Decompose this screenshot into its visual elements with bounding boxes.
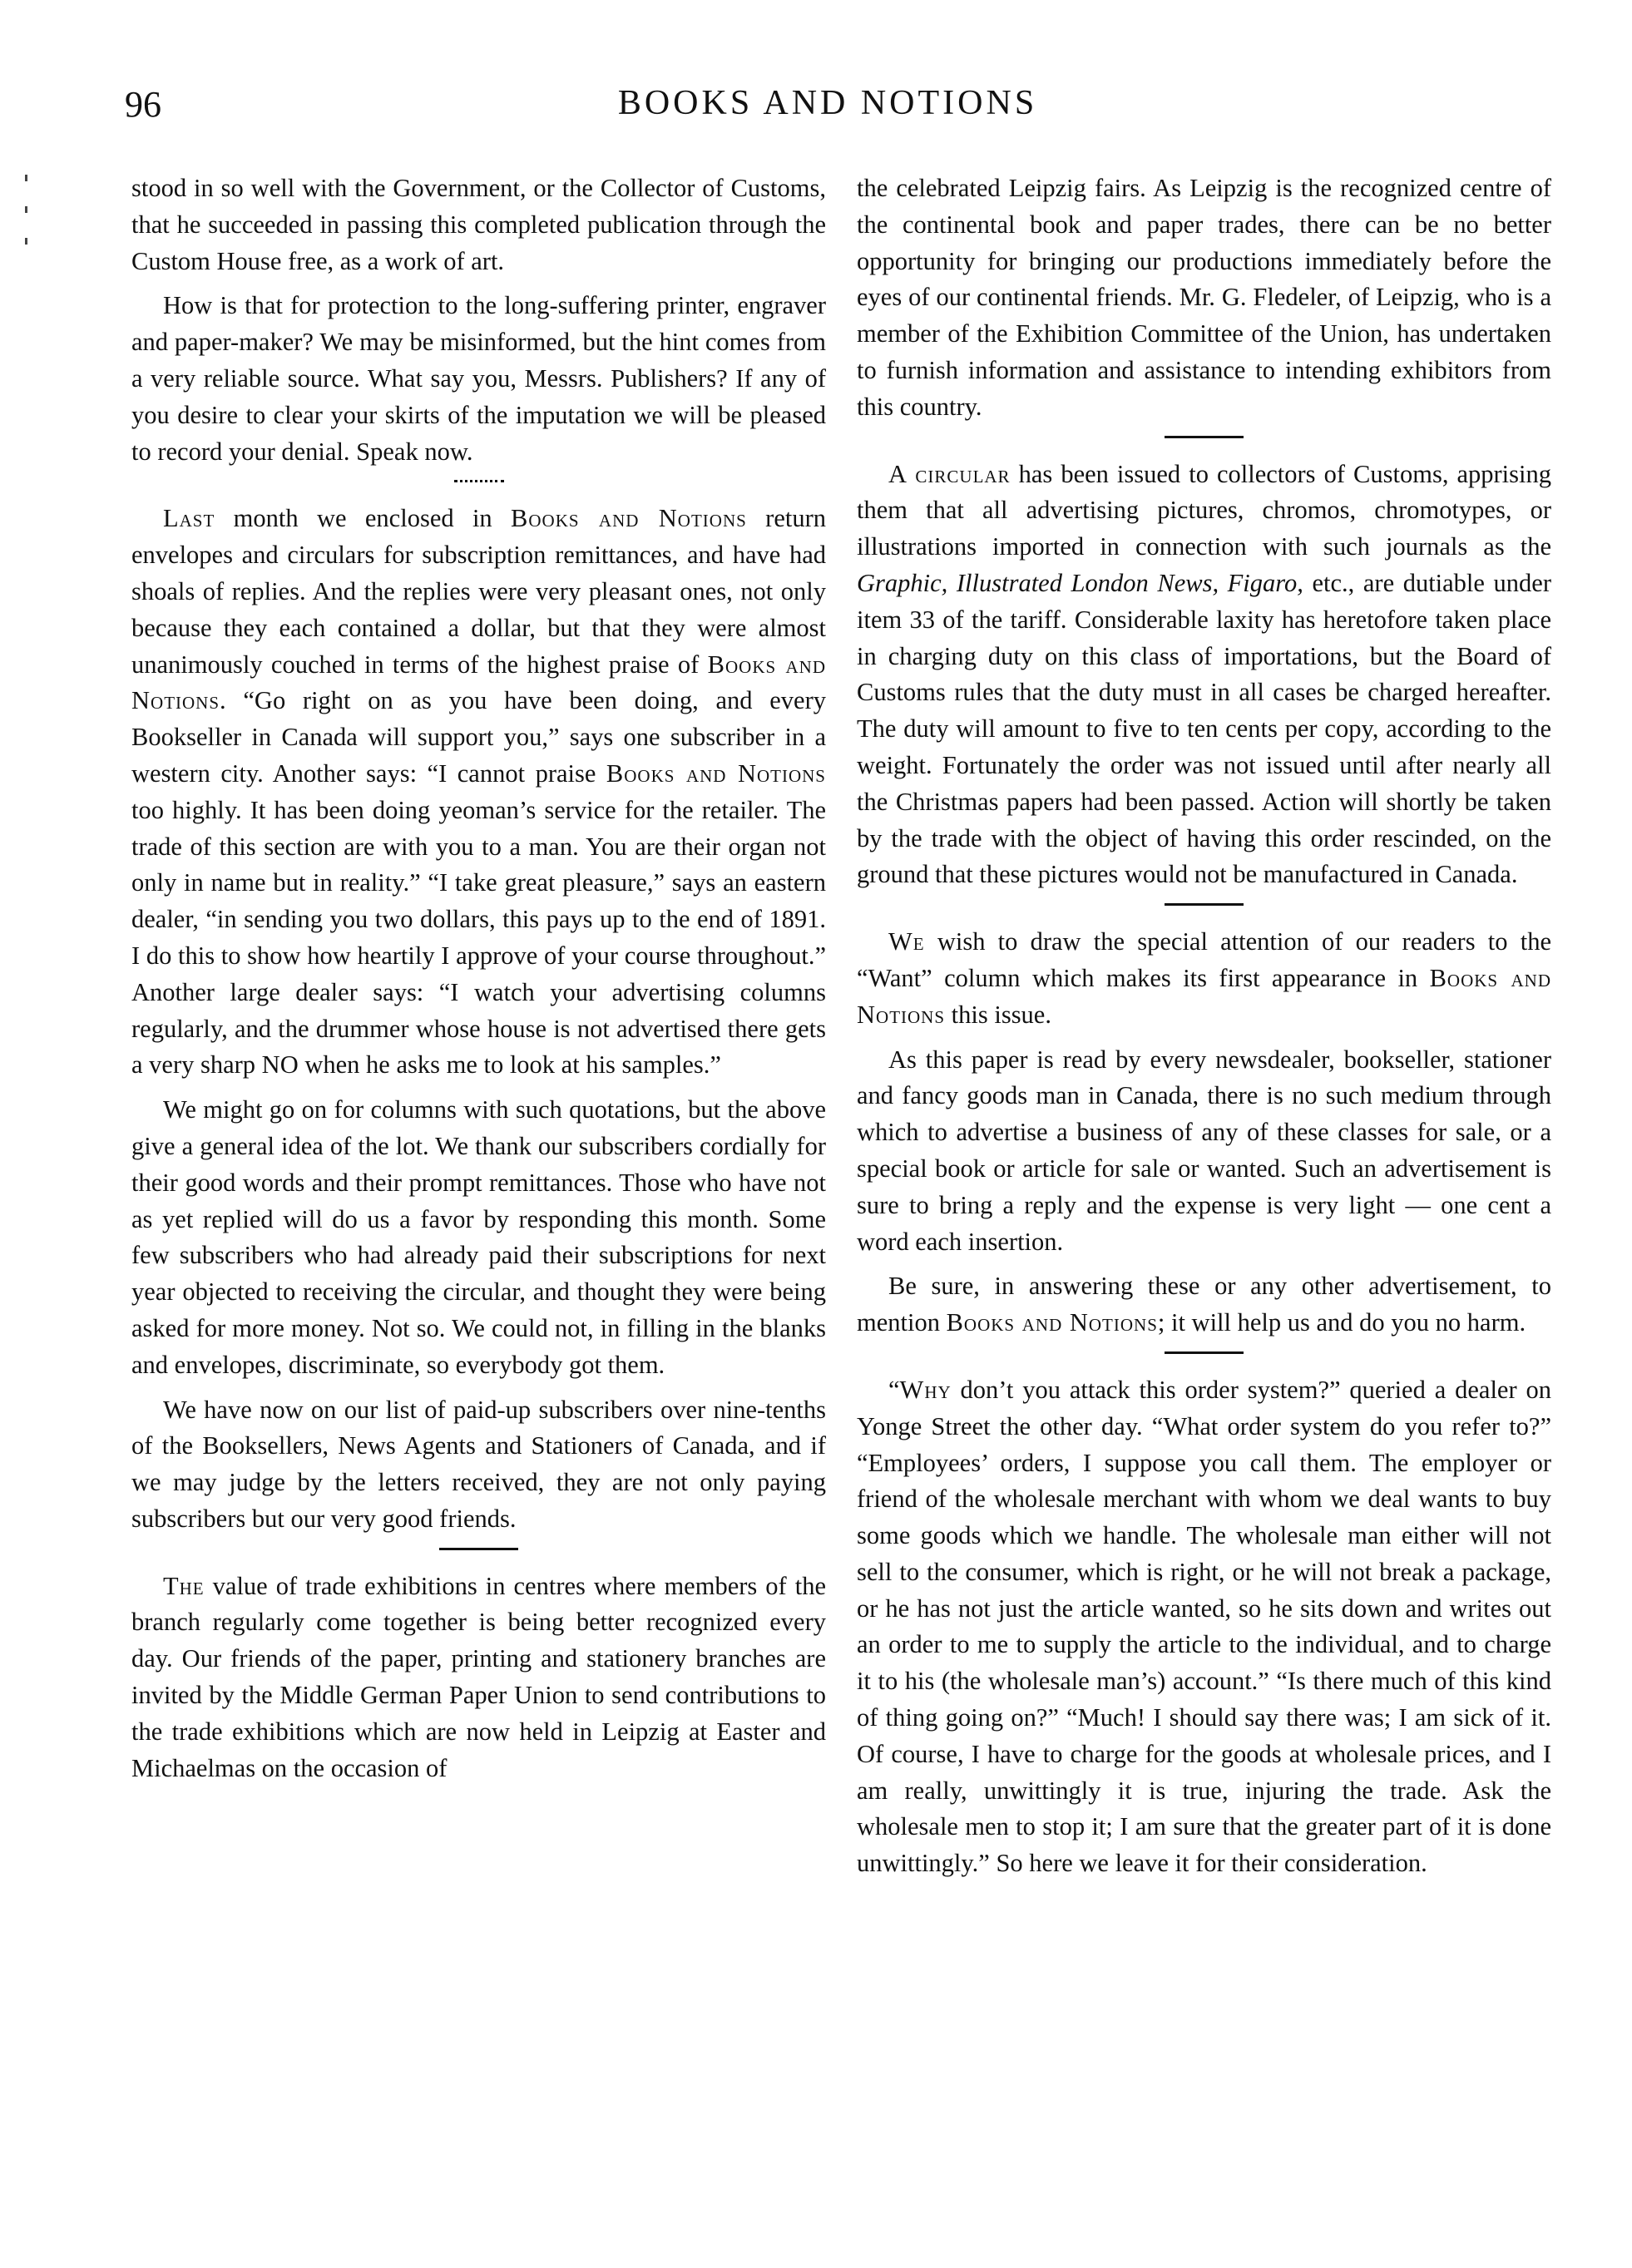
paragraph: A circular has been issued to collectors of Customs, apprising them that all advertising pictures, chromos, chromotypes, or illustrations imported in connection with such journals as the Graphic, Illustrated London News, Figaro, etc., are dutiable under item 33 of the tariff. Considerable laxity has heretofore taken place in charging duty on this class of importations, but the Board of Customs rules that the duty must in all cases be charged hereafter. The duty will amount to five to ten cents per copy, according to the weight. Fortunately the order was not issued until after nearly all the Christmas papers had been passed. Action will shortly be taken by the trade with the object of having this order rescinded, on the ground that these pictures would not be manufactured in Canada. bbox=[857, 459, 1551, 889]
running-title: BOOKS AND NOTIONS bbox=[617, 84, 1038, 122]
section-divider bbox=[439, 1548, 518, 1550]
margin-marks bbox=[25, 175, 33, 269]
margin-tick bbox=[25, 206, 27, 213]
publication-name: Books and Notions bbox=[131, 650, 827, 715]
paragraph: As this paper is read by every newsdealer, bookseller, stationer and fancy goods man in Canada, there is no such medium through which to advertise a business of any of these classes for sale, or a special book or article for sale or wanted. Such an advertisement is sure to bring a reply and the expense is very light — one cent a word each insertion. bbox=[857, 1045, 1551, 1256]
page-header bbox=[125, 83, 1531, 141]
paragraph: We have now on our list of paid-up subscribers over nine-tenths of the Booksellers, News Agents and Stationers of Canada, and if we may judge by the letters received, they are not only paying subscribers but our very good friends. bbox=[131, 1395, 826, 1533]
lead-in-word: The bbox=[163, 1571, 205, 1600]
publication-name: Books and Notions bbox=[511, 504, 747, 533]
paragraph: We wish to draw the special attention of our readers to the “Want” column which makes its first appearance in Books and Notions this issue. bbox=[857, 927, 1551, 1029]
section-divider bbox=[1165, 436, 1244, 438]
left-column bbox=[131, 170, 826, 1795]
paragraph: Last month we enclosed in Books and Notions return envelopes and circulars for subscription remittances, and have had shoals of replies. And the replies were very pleasant ones, not only because they each contained a dollar, but that they were almost unanimously couched in terms of the highest praise of Books and Notions. “Go right on as you have been doing, and every Bookseller in Canada will support you,” says one subscriber in a western city. Another says: “I cannot praise Books and Notions too highly. It has been doing yeoman’s service for the retailer. The trade of this section are with you to a man. You are their organ not only in name but in reality.” “I take great pleasure,” says an eastern dealer, “in sending you two dollars, this pays up to the end of 1891. I do this to show how heartily I approve of your course throughout.” Another large dealer says: “I watch your advertising columns regularly, and the drummer whose house is not advertised there gets a very sharp NO when he asks me to look at his samples.” bbox=[131, 504, 827, 1080]
lead-in-word: Why bbox=[899, 1375, 952, 1404]
paragraph: How is that for protection to the long-suffering printer, engraver and paper-maker? We may be misinformed, but the hint comes from a very reliable source. What say you, Messrs. Publishers? If any of you desire to clear your skirts of the imputation we will be pleased to record your denial. Speak now. bbox=[131, 291, 826, 466]
paragraph: We might go on for columns with such quotations, but the above give a general idea of the lot. We thank our subscribers cordially for their good words and their prompt remittances. Those who have not as yet replied will do us a favor by responding this month. Some few subscribers who had already paid their subscriptions for next year objected to receiving the circular, and thought they were being asked for more money. Not so. We could not, in filling in the blanks and envelopes, discriminate, so everybody got them. bbox=[131, 1095, 826, 1379]
lead-in-word: A circular bbox=[888, 459, 1011, 488]
publication-name: Books and Notions bbox=[606, 758, 826, 788]
paragraph: the celebrated Leipzig fairs. As Leipzig is the recognized centre of the continental book and paper trades, there can be no better opportunity for bringing our productions immediately before the eyes of our continental friends. Mr. G. Fledeler, of Leipzig, who is a member of the Exhibition Committee of the Union, has undertaken to furnish information and assistance to intending exhibitors from this country. bbox=[857, 174, 1551, 421]
section-divider bbox=[454, 480, 504, 482]
publication-name: Books and Notions bbox=[946, 1308, 1158, 1337]
paragraph: Be sure, in answering these or any other advertisement, to mention Books and Notions; it will help us and do you no harm. bbox=[857, 1272, 1551, 1337]
section-divider bbox=[1165, 903, 1244, 906]
right-column bbox=[857, 170, 1551, 1890]
margin-tick bbox=[25, 238, 27, 245]
paragraph: stood in so well with the Government, or the Collector of Customs, that he succeeded in passing this completed publication through the Custom House free, as a work of art. bbox=[131, 174, 826, 275]
section-divider bbox=[1165, 1351, 1244, 1354]
italic-publication-names: Graphic, Illustrated London News, Figaro, bbox=[857, 568, 1303, 597]
publication-name: Books and Notions bbox=[857, 963, 1551, 1029]
paragraph: “Why don’t you attack this order system?” queried a dealer on Yonge Street the other day. “What order system do you refer to?” “Employees’ orders, I suppose you call them. The employer or friend of the wholesale merchant with whom we deal wants to buy some goods which we handle. The wholesale man either will not sell to the consumer, which is right, or he will not break a package, or he has not just the article wanted, so he sits down and writes out an order to me to supply the article to the individual, and to charge it to his (the wholesale man’s) account.” “Is there much of this kind of thing going on?” “Much! I should say there was; I am sick of it. Of course, I have to charge for the goods at wholesale prices, and I am really, unwittingly it is true, injuring the trade. Ask the wholesale men to stop it; I am sure that the greater part of it is done unwittingly.” So here we leave it for their consideration. bbox=[857, 1375, 1551, 1878]
paragraph: The value of trade exhibitions in centres where members of the branch regularly come together is being better recognized every day. Our friends of the paper, printing and stationery branches are invited by the Middle German Paper Union to send contributions to the trade exhibitions which are now held in Leipzig at Easter and Michaelmas on the occasion of bbox=[131, 1571, 826, 1782]
margin-tick bbox=[25, 175, 27, 181]
lead-in-word: Last bbox=[163, 504, 215, 533]
page-number: 96 bbox=[125, 84, 161, 125]
lead-in-word: We bbox=[888, 927, 925, 956]
